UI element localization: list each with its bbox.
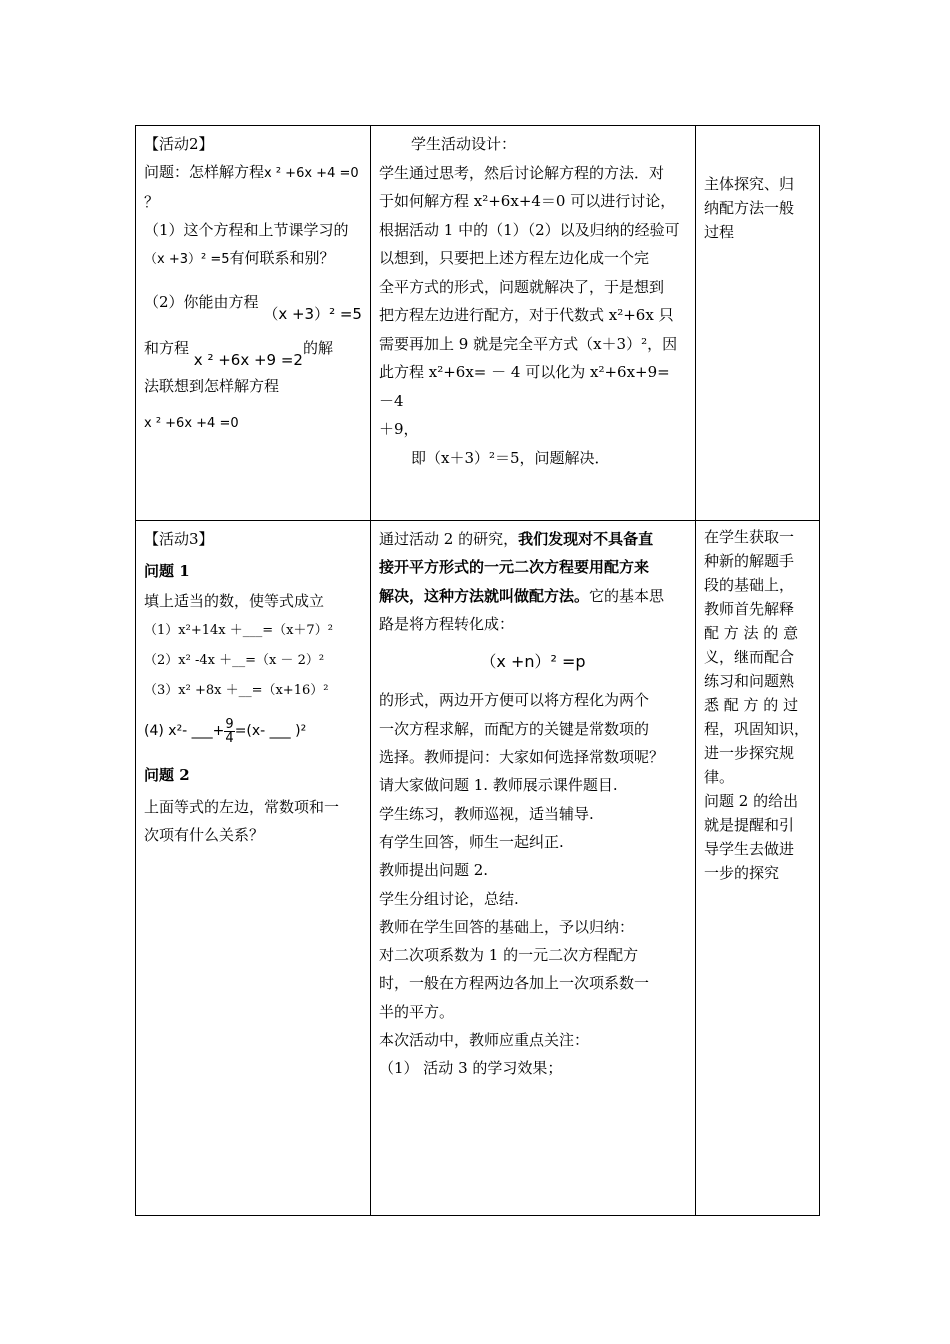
main-rest-line: 请大家做问题 1. 教师展示课件题目. <box>379 776 618 795</box>
equation-main: x ² +6x +4 =0 <box>264 166 359 181</box>
fraction: $\frac{9}{4}$ <box>225 716 234 746</box>
activity2-question: 问题：怎样解方程x ² +6x +4 =0 <box>144 163 359 181</box>
formula: （x +n）² =p <box>480 652 586 672</box>
equation-target: x ² +6x +4 =0 <box>144 416 239 431</box>
activity3-row <box>136 521 820 1216</box>
main-rest-line: 学生练习，教师巡视，适当辅导. <box>379 804 594 823</box>
intent-line: 悉 配 方 的 过 <box>704 696 799 714</box>
sub-question-2-line1: （2）你能由方程 （x +3）² =5 <box>144 293 362 323</box>
design-line: 以想到，只要把上述方程左边化成一个完 <box>379 249 650 267</box>
intent-line: 在学生获取一 <box>704 528 795 546</box>
design-line: ＋9， <box>379 420 419 438</box>
question-1-instruction: 填上适当的数，使等式成立 <box>144 592 325 610</box>
exercise-item-1: （1）x²+14x ＋___=（x＋7）² <box>144 623 333 638</box>
intent-line: 主体探究、归 <box>704 175 795 193</box>
main-line-4: 路是将方程转化成： <box>379 614 515 633</box>
sub-question-1-eq: （x +3）² =5有何联系和别？ <box>144 249 335 267</box>
main-line-3: 解决，这种方法就叫做配方法。它的基本思 <box>379 586 665 605</box>
intent-line: 就是提醒和引 <box>704 816 795 834</box>
design-line: 于如何解方程 x²+6x+4＝0 可以进行讨论， <box>379 192 676 210</box>
exercise-item-4: (4) x²- ___+ $\frac{9}{4}$ =(x- ___ )² <box>144 716 307 746</box>
intent-line: 问题 2 的给出 <box>704 792 799 810</box>
main-line-2: 接开平方形式的一元二次方程要用配方来 <box>379 558 650 577</box>
activity3-intent-cell <box>696 521 820 1216</box>
main-rest-line: 有学生回答，师生一起纠正. <box>379 832 564 851</box>
intent-line: 配 方 法 的 意 <box>704 624 799 642</box>
activity2-intent-cell <box>696 126 820 521</box>
intent-line: 进一步探究规 <box>704 744 795 762</box>
sub-question-2-line3: 法联想到怎样解方程 <box>144 377 280 395</box>
main-rest-line: 时，一般在方程两边各加上一次项系数一 <box>379 974 650 993</box>
main-rest-line: 对二次项系数为 1 的一元二次方程配方 <box>379 946 639 965</box>
exercise-item-3: （3）x² +8x ＋__=（x+16）² <box>144 683 329 698</box>
intent-line: 程，巩固知识， <box>704 720 810 738</box>
main-rest-line: 选择。教师提问：大家如何选择常数项呢？ <box>379 748 665 767</box>
intent-line: 种新的解题手 <box>704 552 795 570</box>
activity2-row <box>136 126 820 521</box>
design-line: 全平方式的形式，问题就解决了，于是想到 <box>379 277 665 296</box>
question-1-title: 问题 1 <box>144 562 190 580</box>
main-rest-line: 的形式，两边开方便可以将方程化为两个 <box>379 691 650 710</box>
activity2-heading: 【活动2】 <box>144 135 214 153</box>
activity3-heading: 【活动3】 <box>144 530 214 548</box>
activity2-design-cell <box>371 126 696 521</box>
design-final: 即（x＋3）²＝5，问题解决． <box>411 448 610 467</box>
exercise-item-2: （2）x² -4x ＋__=（x － 2）² <box>144 653 325 668</box>
activity2-problem-cell <box>136 126 371 521</box>
question-2-line: 次项有什么关系？ <box>144 826 265 844</box>
design-line: 此方程 x²+6x= － 4 可以化为 x²+6x+9= －4 <box>379 363 670 410</box>
question-2-line: 上面等式的左边，常数项和一 <box>144 798 340 816</box>
sub-question-2-line2: 和方程 x ² +6x +9 =2的解 <box>144 339 333 369</box>
question-mark: ？ <box>144 193 160 211</box>
design-title: 学生活动设计： <box>411 135 517 153</box>
activity3-problem-cell <box>136 521 371 1216</box>
intent-line: 一步的探究 <box>704 864 780 882</box>
design-line: 学生通过思考，然后讨论解方程的方法．对 <box>379 163 665 182</box>
question-2-title: 问题 2 <box>144 766 190 784</box>
intent-line: 练习和问题熟 <box>704 672 795 690</box>
lesson-plan-table <box>135 125 820 1216</box>
design-line: 根据活动 1 中的（1）（2）以及归纳的经验可 <box>379 220 680 239</box>
intent-line: 过程 <box>704 223 735 241</box>
intent-line: 教师首先解释 <box>704 600 795 618</box>
main-rest-line: 半的平方。 <box>379 1002 455 1021</box>
main-rest-line: （1） 活动 3 的学习效果； <box>379 1059 563 1078</box>
intent-line: 律。 <box>704 768 735 786</box>
main-rest-line: 教师在学生回答的基础上，予以归纳： <box>379 917 635 936</box>
sub-question-1-text: （1）这个方程和上节课学习的 <box>144 221 349 239</box>
intent-line: 段的基础上， <box>704 576 795 594</box>
main-rest-line: 学生分组讨论，总结. <box>379 889 519 908</box>
intent-line: 导学生去做进 <box>704 840 795 858</box>
main-rest-line: 本次活动中，教师应重点关注： <box>379 1031 590 1050</box>
design-line: 需要再加上 9 就是完全平方式（x＋3）²，因 <box>379 334 678 353</box>
intent-line: 义，继而配合 <box>704 648 795 666</box>
design-line: 把方程左边进行配方，对于代数式 x²+6x 只 <box>379 306 674 324</box>
activity3-design-cell <box>371 521 696 1216</box>
main-line-1: 通过活动 2 的研究，我们发现对不具备直 <box>379 530 654 548</box>
main-rest-line: 一次方程求解，而配方的关键是常数项的 <box>379 719 650 738</box>
main-rest-line: 教师提出问题 2. <box>379 861 489 880</box>
intent-line: 纳配方法一般 <box>704 199 795 217</box>
